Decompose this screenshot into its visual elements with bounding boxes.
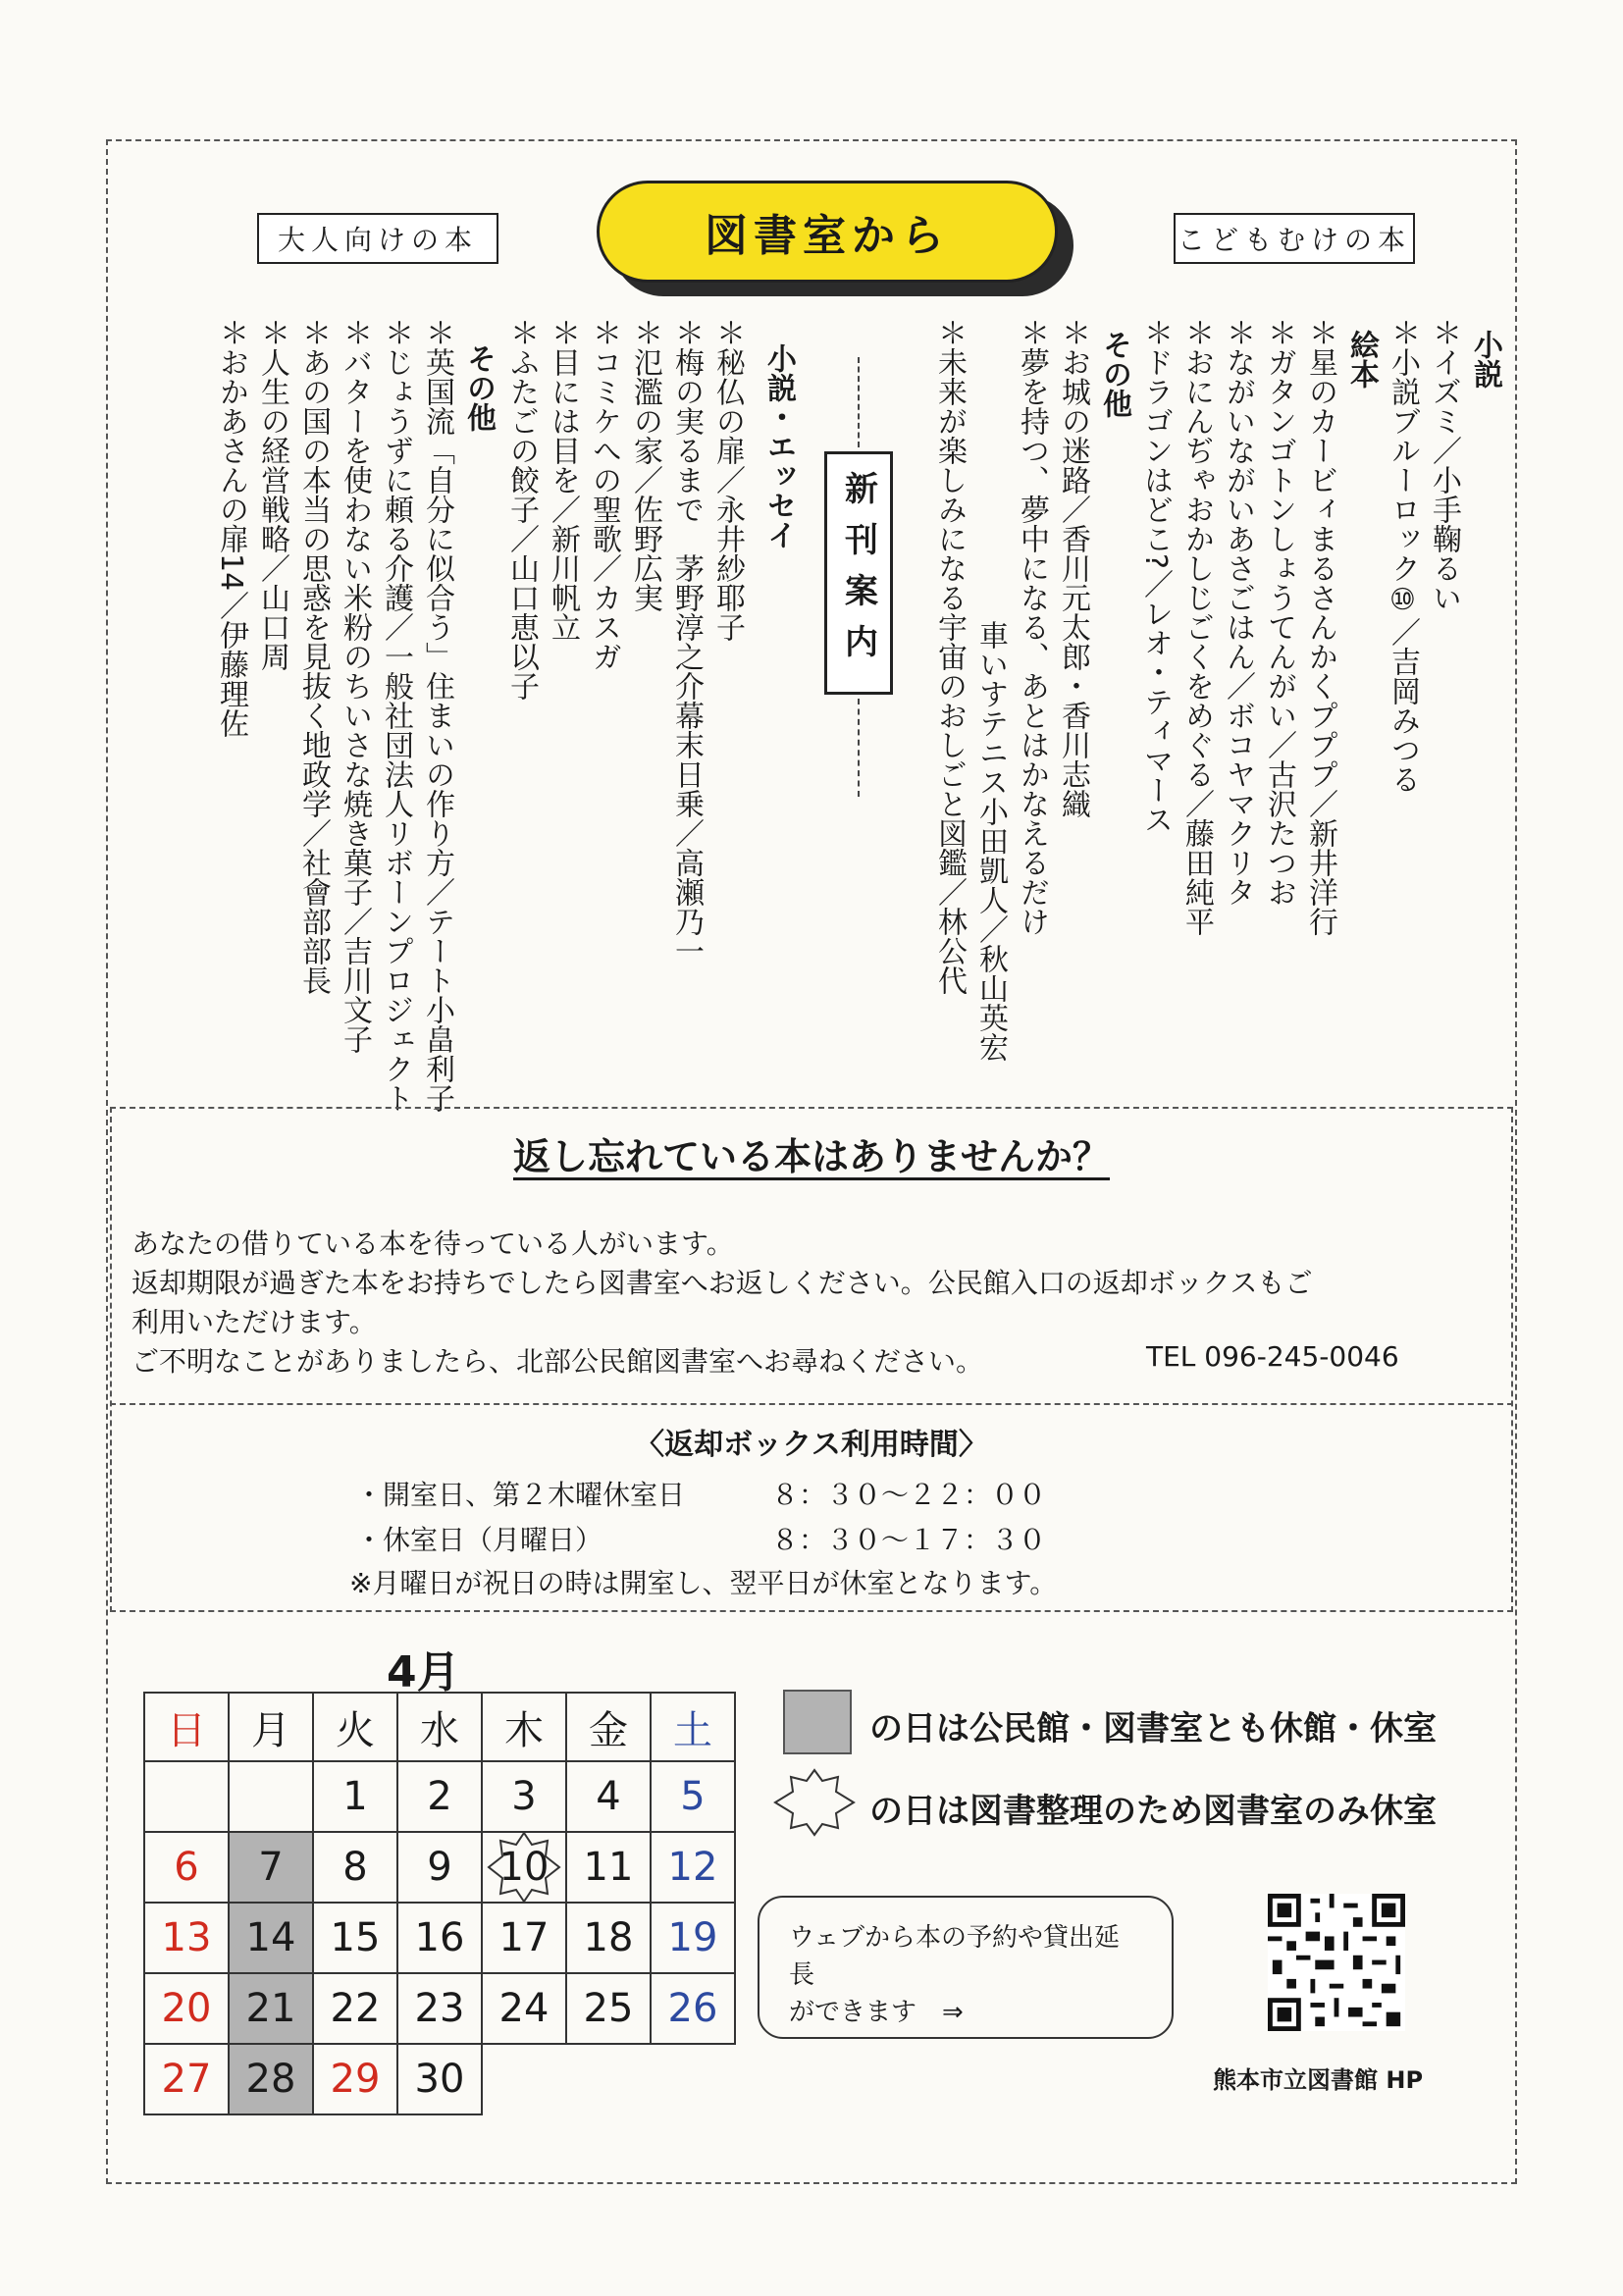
adult-other-6: ＊おかあさんの扉14／伊藤理佐 — [214, 318, 248, 739]
adult-novel-6: ＊ふたごの餃子／山口恵以子 — [504, 318, 539, 701]
hours-divider — [110, 1403, 1513, 1405]
weekday-mon: 月 — [229, 1693, 313, 1761]
calendar-week-4 — [144, 1973, 735, 2044]
calendar-empty — [482, 2044, 566, 2114]
return-line-1: あなたの借りている本を待っている人がいます。 — [131, 1227, 734, 1260]
adult-novel-3: ＊氾濫の家／佐野広実 — [628, 318, 662, 612]
calendar-month: 4月 — [387, 1647, 460, 1697]
return-title: 返し忘れている本はありませんか？ — [512, 1135, 1110, 1178]
divider-top — [858, 357, 860, 447]
web-line-1: ウェブから本の予約や貸出延長 — [789, 1923, 1120, 1990]
adult-other-1: ＊英国流「自分に似合う」住まいの作り方／テート小畠利子 — [420, 318, 454, 1113]
children-other-2b: 車いすテニス小田凱人／秋山英宏 — [973, 620, 1008, 1062]
divider-bottom — [858, 699, 860, 797]
calendar-day — [144, 1761, 229, 1832]
children-picture-heading: 絵本 — [1344, 330, 1379, 389]
weekday-sat: 土 — [651, 1693, 735, 1761]
calendar-day: 16 — [397, 1903, 482, 1973]
weekday-tue: 火 — [313, 1693, 397, 1761]
page-title: 図書室から — [597, 181, 1058, 283]
children-novel-heading: 小説 — [1468, 330, 1502, 389]
hours-row1-label: ・開室日、第２木曜休室日 — [355, 1479, 686, 1511]
calendar-empty — [651, 2044, 735, 2114]
adult-other-3: ＊バターを使わない米粉のちいさな焼き菓子／吉川文子 — [338, 318, 372, 1054]
calendar-day: 30 — [397, 2044, 482, 2114]
children-picture-5: ＊ドラゴンはどこ?／レオ・ティマース — [1138, 318, 1173, 834]
return-line-3: 利用いただけます。 — [131, 1306, 377, 1338]
calendar-day: 11 — [566, 1832, 651, 1903]
calendar-day: 18 — [566, 1903, 651, 1973]
calendar-week-5 — [144, 2044, 735, 2114]
children-other-3: ＊未来が楽しみになる宇宙のおしごと図鑑／林公代 — [932, 318, 967, 995]
adult-other-heading: その他 — [461, 343, 496, 432]
calendar-day: 5 — [651, 1761, 735, 1832]
weekday-fri: 金 — [566, 1693, 651, 1761]
adult-other-2: ＊じょうずに頼る介護／一般社団法人リボーンプロジェクト — [379, 318, 413, 1113]
adult-novel-2: ＊梅の実るまで 茅野淳之介幕末日乗／高瀬乃一 — [669, 318, 704, 965]
return-line-2: 返却期限が過ぎた本をお持ちでしたら図書室へお返しください。公民館入口の返却ボックスもご — [131, 1267, 1313, 1299]
calendar-day: 9 — [397, 1832, 482, 1903]
web-line-2: ができます ⇒ — [789, 1998, 964, 2027]
calendar-day-closed: 21 — [229, 1973, 313, 2044]
legend-gray-swatch — [783, 1690, 852, 1754]
adult-novel-heading: 小説・エッセイ — [761, 343, 796, 549]
adult-novel-5: ＊目には目を／新川帆立 — [546, 318, 580, 642]
weekday-wed: 水 — [397, 1693, 482, 1761]
adult-novel-4: ＊コミケへの聖歌／カスガ — [587, 318, 621, 671]
web-reservation-box[interactable] — [758, 1896, 1174, 2039]
adult-other-5: ＊人生の経営戦略／山口周 — [255, 318, 289, 671]
children-other-2: ＊夢を持つ、夢中になる、あとはかなえるだけ — [1015, 318, 1049, 936]
calendar-weekday-row — [144, 1693, 735, 1761]
calendar-day: 24 — [482, 1973, 566, 2044]
adult-novel-1: ＊秘仏の扉／永井紗耶子 — [710, 318, 745, 642]
calendar-day: 2 — [397, 1761, 482, 1832]
hours-row1-time: ８：３０～２２：００ — [771, 1479, 1047, 1511]
children-picture-4: ＊おにんぢゃおかしじごくをめぐる／藤田純平 — [1179, 318, 1214, 936]
calendar-day: 15 — [313, 1903, 397, 1973]
calendar-day-holiday: 29 — [313, 2044, 397, 2114]
legend-gray-text: の日は公民館・図書室とも休館・休室 — [869, 1709, 1437, 1748]
calendar-day: 6 — [144, 1832, 229, 1903]
calendar-day: 8 — [313, 1832, 397, 1903]
calendar-grid — [143, 1692, 736, 2115]
qr-code-icon[interactable] — [1268, 1894, 1405, 2031]
children-picture-2: ＊ガタンゴトンしょうてんがい／古沢たつお — [1262, 318, 1296, 907]
legend-star-icon — [773, 1768, 856, 1837]
calendar-day-closed: 14 — [229, 1903, 313, 1973]
calendar-week-3 — [144, 1903, 735, 1973]
calendar-week-2 — [144, 1832, 735, 1903]
calendar-day: 4 — [566, 1761, 651, 1832]
calendar-empty — [566, 2044, 651, 2114]
hours-note: ※月曜日が祝日の時は開室し、翌平日が休室となります。 — [349, 1567, 1058, 1599]
calendar-day: 20 — [144, 1973, 229, 2044]
calendar-day — [229, 1761, 313, 1832]
library-hp-label: 熊本市立図書館 HP — [1213, 2066, 1424, 2094]
calendar-day-library-closed: 10 — [482, 1832, 566, 1903]
calendar-day: 17 — [482, 1903, 566, 1973]
children-picture-3: ＊ながいながいあさごはん／ボコヤマクリタ — [1221, 318, 1255, 907]
return-line-4: ご不明なことがありましたら、北部公民館図書室へお尋ねください。 — [131, 1345, 984, 1378]
adult-other-4: ＊あの国の本当の思惑を見抜く地政学／社會部部長 — [296, 318, 331, 995]
calendar-day: 13 — [144, 1903, 229, 1973]
box-hours-title: 〈返却ボックス利用時間〉 — [635, 1428, 988, 1462]
calendar-day: 19 — [651, 1903, 735, 1973]
children-picture-1: ＊星のカービィまるさんかくプププ／新井洋行 — [1303, 318, 1337, 936]
new-books-label: 新刊案内 — [824, 451, 893, 695]
children-books-label: こどもむけの本 — [1174, 213, 1415, 264]
adult-books-label: 大人向けの本 — [257, 213, 498, 264]
weekday-sun: 日 — [144, 1693, 229, 1761]
children-other-heading: その他 — [1097, 330, 1131, 418]
children-novel-1: ＊イズミ／小手鞠るい — [1427, 318, 1461, 612]
calendar-day: 1 — [313, 1761, 397, 1832]
legend-star-text: の日は図書整理のため図書室のみ休室 — [869, 1792, 1437, 1831]
children-other-1: ＊お城の迷路／香川元太郎・香川志織 — [1056, 318, 1090, 818]
hours-row2-time: ８：３０～１７：３０ — [771, 1524, 1047, 1556]
children-novel-2: ＊小説ブルーロック⑩／吉岡みつる — [1386, 318, 1420, 794]
tel-number: TEL 096-245-0046 — [1146, 1340, 1399, 1373]
hours-row2-label: ・休室日（月曜日） — [355, 1524, 603, 1556]
calendar-day: 22 — [313, 1973, 397, 2044]
calendar-day-closed: 28 — [229, 2044, 313, 2114]
calendar-week-1 — [144, 1761, 735, 1832]
calendar-day: 3 — [482, 1761, 566, 1832]
calendar-day: 12 — [651, 1832, 735, 1903]
calendar-day: 27 — [144, 2044, 229, 2114]
calendar-day: 25 — [566, 1973, 651, 2044]
calendar-day: 23 — [397, 1973, 482, 2044]
weekday-thu: 木 — [482, 1693, 566, 1761]
calendar-day-closed: 7 — [229, 1832, 313, 1903]
calendar-day: 26 — [651, 1973, 735, 2044]
